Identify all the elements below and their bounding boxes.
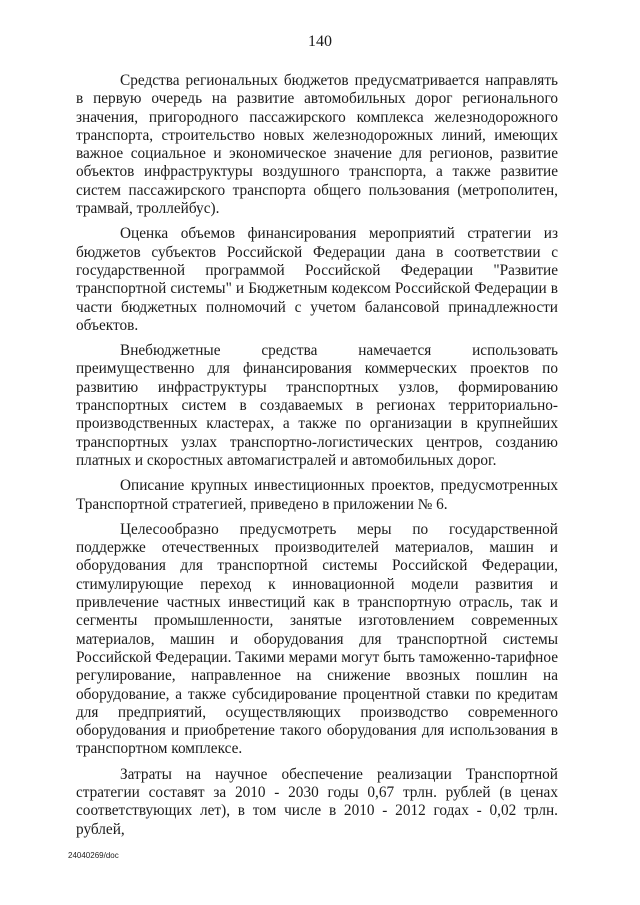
paragraph-extrabudgetary-funds: Внебюджетные средства намечается использовать преимущественно для финансирования коммерческих проектов по развитию инфраструктуры транспортных узлов, формированию транспортных систем в создаваемых в регионах территориально-производственных кластерах, а также по организации в крупнейших транспортных узлах транспортно-логистических центров, созданию платных и скоростных автомагистралей и автомобильных дорог. (76, 342, 558, 469)
paragraph-regional-budgets: Средства региональных бюджетов предусматривается направлять в первую очередь на развитие автомобильных дорог регионального значения, пригородного пассажирского комплекса железнодорожного транспорта, строительство новых железнодорожных линий, имеющих важное социальное и экономическое значение для регионов, развитие объектов инфраструктуры воздушного транспорта, а также развитие систем пассажирского транспорта общего пользования (метрополитен, трамвай, троллейбус). (76, 72, 558, 218)
paragraph-state-support: Целесообразно предусмотреть меры по государственной поддержке отечественных производителей материалов, машин и оборудования для транспортной системы Российской Федерации, стимулирующие переход к инновационной модели развития и привлечение частных инвестиций как в транспортную отрасль, так и сегменты промышленности, занятые изготовлением современных материалов, машин и оборудования для транспортной системы Российской Федерации. Такими мерами могут быть таможенно-тарифное регулирование, направленное на снижение ввозных пошлин на оборудование, а также субсидирование процентной ставки по кредитам для предприятий, осуществляющих производство современного оборудования и приобретение такого оборудования для использования в транспортном комплексе. (76, 520, 558, 758)
document-footer-code: 24040269/doc (68, 851, 119, 860)
paragraph-financing-estimate: Оценка объемов финансирования мероприятий стратегии из бюджетов субъектов Российской Федерации дана в соответствии с государственной программой Российской Федерации "Развитие транспортной системы" и Бюджетным кодексом Российской Федерации в части бюджетных полномочий с учетом балансовой принадлежности объектов. (76, 225, 558, 334)
document-body (76, 72, 558, 846)
paragraph-research-costs: Затраты на научное обеспечение реализации Транспортной стратегии составят за 2010 - 2030 годы 0,67 трлн. рублей (в ценах соответствующих лет), в том числе в 2010 - 2012 годах - 0,02 трлн. рублей, (76, 765, 558, 838)
paragraph-investment-projects: Описание крупных инвестиционных проектов, предусмотренных Транспортной стратегией, приведено в приложении № 6. (76, 477, 558, 513)
page-number: 140 (308, 33, 332, 50)
